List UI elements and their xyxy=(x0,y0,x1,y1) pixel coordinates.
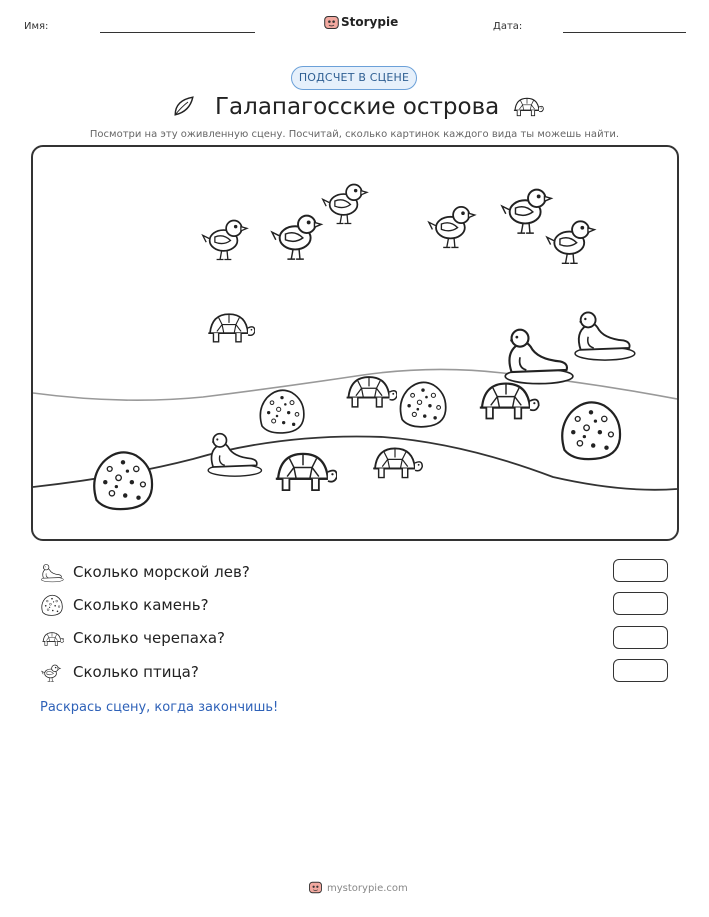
leaf-icon xyxy=(172,94,196,118)
sea-lion-2 xyxy=(575,312,635,360)
question-label: Сколько камень? xyxy=(73,596,209,614)
bird-4 xyxy=(429,207,475,248)
instructions: Посмотри на эту оживленную сцену. Посчитай, сколько картинок каждого вида ты можешь найти. xyxy=(89,129,620,140)
answer-box-bird[interactable] xyxy=(613,659,668,682)
answer-box-sea-lion[interactable] xyxy=(613,559,668,582)
footer-url[interactable]: mystorypie.com xyxy=(327,883,408,894)
date-label: Дата: xyxy=(493,21,523,32)
tortoise-3 xyxy=(480,384,539,419)
bird-1 xyxy=(203,221,247,260)
bird-icon xyxy=(40,661,64,683)
answer-box-rock[interactable] xyxy=(613,592,668,615)
question-label: Сколько птица? xyxy=(73,663,199,681)
sea-lion-3 xyxy=(208,434,261,477)
activity-badge: ПОДСЧЕТ В СЦЕНЕ xyxy=(291,66,417,90)
scene-illustration xyxy=(33,147,677,539)
footer-logo-icon xyxy=(308,880,323,895)
counting-scene xyxy=(31,145,679,541)
tortoise-1 xyxy=(208,314,255,342)
tortoise-4 xyxy=(373,448,422,477)
storypie-logo-icon xyxy=(323,14,340,31)
tortoise-5 xyxy=(276,454,337,490)
tortoise-icon xyxy=(40,628,64,650)
rock-1 xyxy=(260,390,304,433)
name-label: Имя: xyxy=(24,21,49,32)
sea-lion-icon xyxy=(40,561,64,583)
bird-6 xyxy=(547,221,595,263)
answer-box-tortoise[interactable] xyxy=(613,626,668,649)
rock-icon xyxy=(40,594,64,616)
question-label: Сколько черепаха? xyxy=(73,629,226,647)
tortoise-2 xyxy=(347,377,397,407)
name-input-line[interactable] xyxy=(100,32,255,33)
page-title: Галапагосские острова xyxy=(215,94,500,120)
sea-lion-1 xyxy=(505,330,573,384)
rock-4 xyxy=(94,452,152,509)
bird-5 xyxy=(502,190,551,234)
coloring-note: Раскрась сцену, когда закончишь! xyxy=(40,700,279,715)
question-label: Сколько морской лев? xyxy=(73,563,250,581)
rock-2 xyxy=(400,382,445,426)
date-input-line[interactable] xyxy=(563,32,686,33)
rock-3 xyxy=(562,402,620,459)
bird-3 xyxy=(323,185,367,224)
tortoise-title-icon xyxy=(510,95,544,119)
brand-name: Storypie xyxy=(341,15,399,29)
bird-2 xyxy=(272,216,321,260)
